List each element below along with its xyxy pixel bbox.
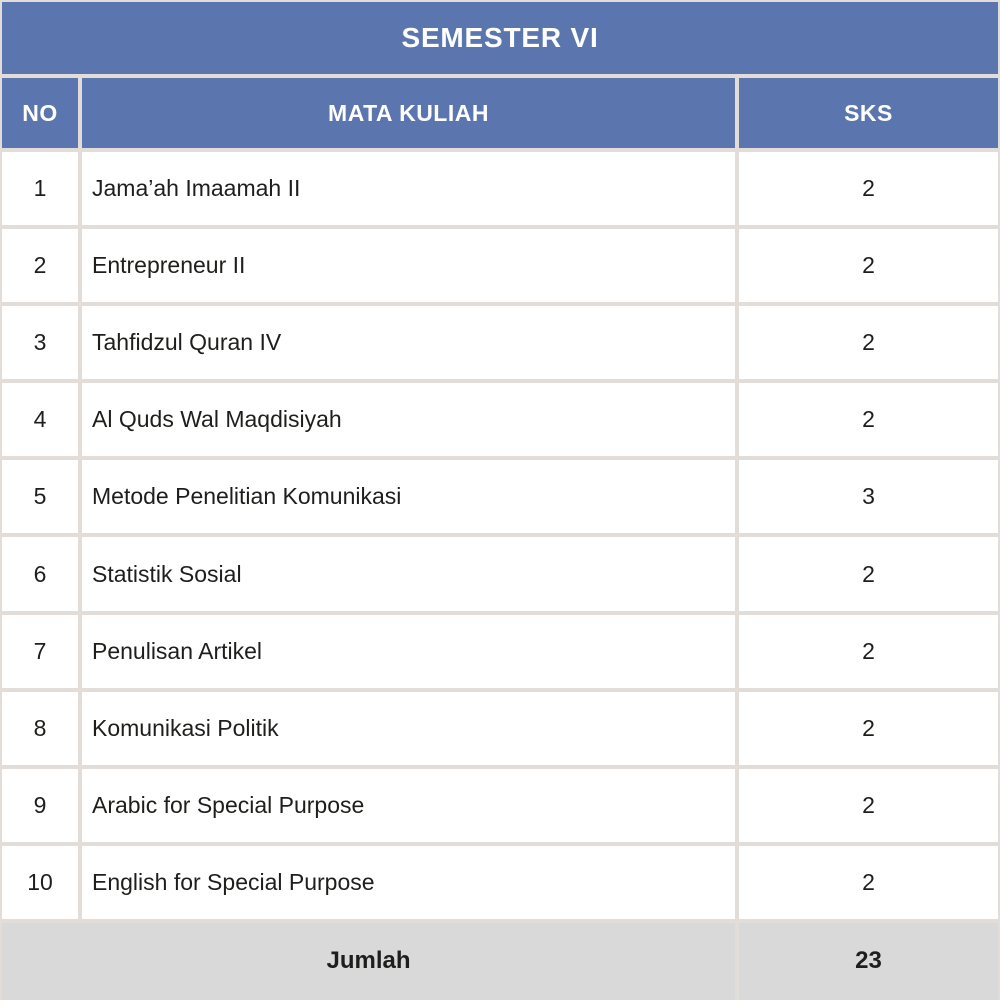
- course-name-cell: Arabic for Special Purpose: [82, 769, 735, 842]
- sks-cell: 2: [739, 615, 998, 688]
- sks-cell: 2: [739, 846, 998, 919]
- row-number-cell: 7: [2, 615, 78, 688]
- sks-cell: 2: [739, 537, 998, 610]
- sks-cell: 3: [739, 460, 998, 533]
- row-number-cell: 5: [2, 460, 78, 533]
- sks-cell: 2: [739, 152, 998, 225]
- course-name-cell: Penulisan Artikel: [82, 615, 735, 688]
- course-name-cell: Metode Penelitian Komunikasi: [82, 460, 735, 533]
- row-number-cell: 1: [2, 152, 78, 225]
- total-label: Jumlah: [2, 923, 735, 1000]
- course-name-cell: Statistik Sosial: [82, 537, 735, 610]
- table-title: SEMESTER VI: [2, 2, 998, 74]
- course-name-cell: English for Special Purpose: [82, 846, 735, 919]
- row-number-cell: 8: [2, 692, 78, 765]
- sks-cell: 2: [739, 306, 998, 379]
- row-number-cell: 3: [2, 306, 78, 379]
- row-number-cell: 4: [2, 383, 78, 456]
- row-number-cell: 10: [2, 846, 78, 919]
- sks-cell: 2: [739, 229, 998, 302]
- column-header-course: MATA KULIAH: [82, 78, 735, 148]
- column-header-no: NO: [2, 78, 78, 148]
- total-sks-value: 23: [739, 923, 998, 1000]
- row-number-cell: 9: [2, 769, 78, 842]
- course-name-cell: Entrepreneur II: [82, 229, 735, 302]
- column-header-sks: SKS: [739, 78, 998, 148]
- sks-cell: 2: [739, 769, 998, 842]
- course-name-cell: Komunikasi Politik: [82, 692, 735, 765]
- course-name-cell: Tahfidzul Quran IV: [82, 306, 735, 379]
- sks-cell: 2: [739, 692, 998, 765]
- row-number-cell: 2: [2, 229, 78, 302]
- course-name-cell: Jama’ah Imaamah II: [82, 152, 735, 225]
- row-number-cell: 6: [2, 537, 78, 610]
- course-name-cell: Al Quds Wal Maqdisiyah: [82, 383, 735, 456]
- sks-cell: 2: [739, 383, 998, 456]
